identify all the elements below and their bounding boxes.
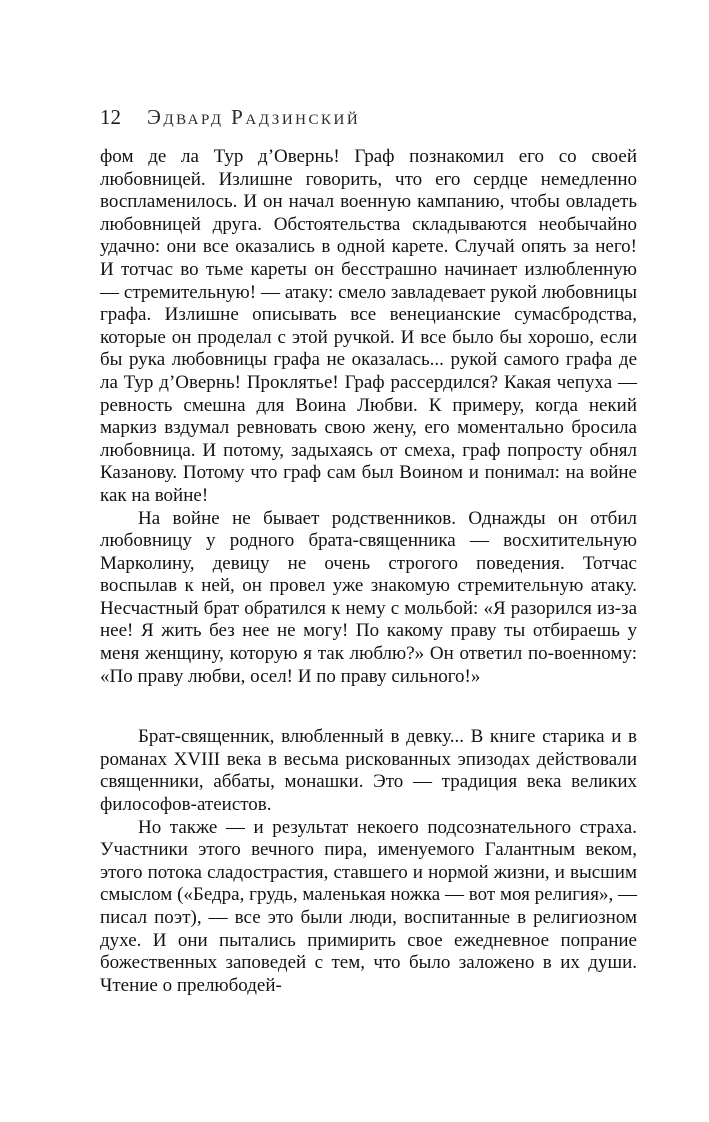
- paragraph: На войне не бывает родственников. Однажды он отбил любовницу у родного брата-священника — восхитительную Марколину, девицу не очень строгого поведения. Тотчас воспылав к ней, он провел уже знакомую стремительную атаку. Несчастный брат обратился к нему с мольбой: «Я разорился из-за нее! Я жить без нее не могу! По какому праву ты отбираешь у меня женщину, которую я так люблю?» Он ответил по-военному: «По праву любви, осел! И по праву сильного!»: [100, 507, 637, 687]
- page-number: 12: [100, 105, 121, 129]
- paragraph-continuation: фом де ла Тур д’Овернь! Граф познакомил его со своей любовницей. Излишне говорить, что его сердце немедленно воспламенилось. И он начал военную кампанию, чтобы овладеть любовницей друга. Обстоятельства складываются необычайно удачно: они все оказались в одной карете. Случай опять за него! И тотчас во тьме кареты он бесстрашно начинает излюбленную — стремительную! — атаку: смело завладевает рукой любовницы графа. Излишне описывать все венецианские сумасбродства, которые он проделал с этой ручкой. И все было бы хорошо, если бы рука любовницы графа не оказалась... рукой самого графа де ла Тур д’Овернь! Проклятье! Граф рассердился? Какая чепуха — ревность смешна для Воина Любви. К примеру, когда некий маркиз вздумал ревновать свою жену, его моментально бросила любовница. И потому, задыхаясь от смеха, граф попросту обнял Казанову. Потому что граф сам был Воином и понимал: на войне как на войне!: [100, 146, 637, 506]
- page-header: [100, 105, 637, 130]
- running-head-author: Эдвард Радзинский: [147, 105, 361, 129]
- body-text: [100, 146, 637, 997]
- paragraph: Но также — и результат некоего подсознательного страха. Участники этого вечного пира, именуемого Галантным веком, этого потока сладострастия, ставшего и нормой жизни, и высшим смыслом («Бедра, грудь, маленькая ножка — вот моя религия», — писал поэт), — все это были люди, воспитанные в религиозном духе. И они пытались примирить свое ежедневное попрание божественных заповедей с тем, что было заложено в их души. Чтение о прелюбодей-: [100, 816, 637, 996]
- paragraph: Брат-священник, влюбленный в девку... В книге старика и в романах XVIII века в весьма рискованных эпизодах действовали священники, аббаты, монашки. Это — традиция века великих философов-атеистов.: [100, 726, 637, 816]
